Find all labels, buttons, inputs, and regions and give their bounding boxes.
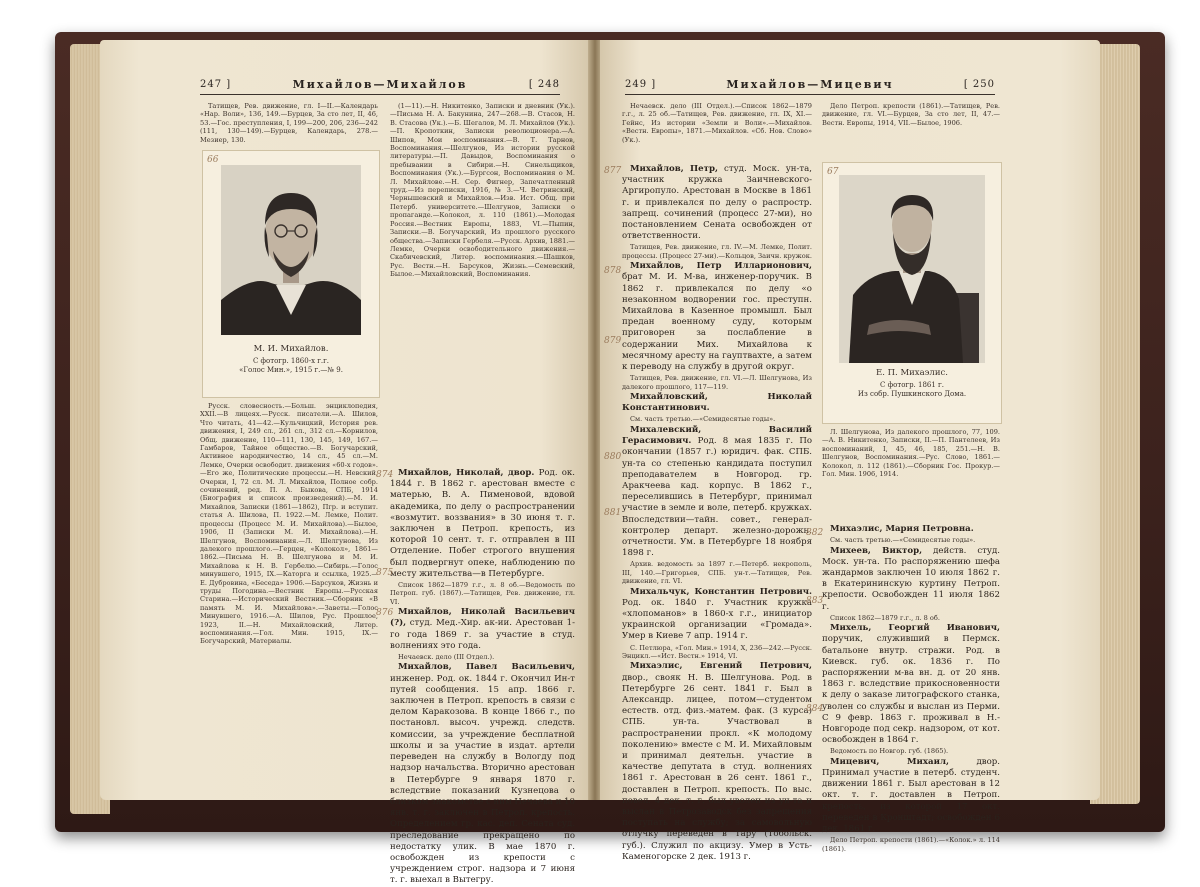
pencil-mark: 66 <box>207 155 219 165</box>
right-page-number: 249 ] <box>625 78 657 90</box>
portrait-photo-mikhailov <box>221 165 361 335</box>
right-col1-top-text: Нечаевск. дело (III Отдел.).—Список 1862—1879 г.г., л. 25 об.—Татищев, Рев. движение, гл. IX, XI.—Гейнс, Из истории «Земли и Воли».—Михайлов. «Вестн. Европы», 1871.—Михайлов. «Сб. Нов. Слово» (Ук.). <box>622 102 812 144</box>
margin-mark: 875 <box>376 568 394 578</box>
portrait-photo-mikhaelis <box>839 175 985 363</box>
entry-mikhailov-pavel: Михайлов, Павел Васильевич, инженер. Род. ок. 1844 г. Окончил Ин-т путей сообщения. 15 апр. 1866 г. заключен в Петроп. крепость в связи с делом Каракозова. В конце 1866 г., по постановл. высоч. учрежд. следств. комиссии, за учреждение бесплатной школы и за участие в издат. артели переведен на службу в Вологду под надзор начальства. Вторично арестован в Петербурге 9 января 1870 г. вследствие показаний Кузнецова о близком знакомстве с ним Нечаева и 10 янв. т. г. заключен в Петроп. крепость. Определением гр. кас. деп. Сената суд. преследование прекращено по недостатку улик. В мае 1870 г. освобожден из крепости с учреждением строг. надзора и 7 июня т. г. выехал в Вытегру. <box>390 662 575 886</box>
entry-mikhaelis-maria: Михаэлис, Мария Петровна. <box>830 524 974 534</box>
left-running-title: Михайлов—Михайлов <box>292 77 468 91</box>
pencil-mark: 67 <box>827 167 839 177</box>
right-col2-bibliography: Л. Шелгунова, Из далекого прошлого, 77, 109.—А. В. Никитенко, Записки, II.—П. Пантелеев, Из воспоминаний, I, 45, 46, 185, 251.—Н. В. Шелгунов, Воспоминания.—Рус. Слово, 1861.—Колокол, л. 112 (1861).—Сборник Гос. Прокур.—Гол. Мин. 1906, 1914. <box>822 428 1000 479</box>
entry-mitsevich: Мицевич, Михаил, двор. Принимал участие в петерб. студенч. движении 1861 г. Был арестован в 12 окт. т. г. доставлен в Петроп. крепость, из которой 17 окт. переведен в Кронштадт; освобожден 6 дек. 1861 г. <box>822 756 1001 835</box>
left-page-number-right: [ 248 <box>528 78 560 90</box>
left-col1-bibliography: Русск. словесность.—Больш. энциклопедия, XXII.—В лицеях.—Русск. писатели.—А. Шилов, Что читать, 41—42.—Кульчицкий, История рев. движения, I, 249 сл., 261 сл., 312 сл.—Корнилов, Общ. движение, 110—111, 130, 145, 149, 167.—Гамбаров, Тайное общество.—В. Богучарский, Активное народничество, 14 сл., 45 сл.—М. Лемке, Очерки освободит. движения «60-х годов».—Его же, Политические процессы.—Н. Невский, Очерки, I, 72 сл. М. Л. Михайлов, Полное собр. сочинений, ред. П. А. Быкова, СПБ, 1914 (Биография и список произведений).—М. И. Михайлов, Записки (1861—1862), Пгр. и вступит. статья А. Шилова, П. 1922.—М. Лемке, Полит. процессы (Процесс М. И. Михайлова).—Былое, 1906, II (Записки М. И. Михайлова).—Н. Шелгунов, Воспоминания.—Л. Шелгунова, Из далекого прошлого.—Герцен, «Колокол», 1861—1862.—Письма Н. В. Шелгунова и М. И. Михайлова к Н. В. Гербелю.—Сибирь.—Голос минувшего, 1915, IX.—Каторга и ссылка, 1925.—Е. Дубровина, «Беседа» 1906.—Барсуков, Жизнь и труды Погодина.—Вестник Европы.—Русская Старина.—Исторический Вестник.—Сборник «В память М. И. Михайлова».—Заветы.—Голос Минувшего, 1916.—А. Шилов, Рус. Прошлое, 1923, II.—Н. Михайловский, Литер. воспоминания.—Гол. Мин. 1915, IX.—Богучарский, Материалы. <box>200 402 378 646</box>
portrait-frame-mikhailov <box>202 150 380 398</box>
entry-mikhalchuk: Михальчук, Константин Петрович. Род. ок. 1840 г. Участник кружка «хлопоманов» в 1860-х г.г., инициатор украинской организации «Громада». Умер в Киеве 7 апр. 1914 г. <box>622 586 812 642</box>
margin-mark: 883 <box>806 596 824 606</box>
entry-mikhailov-nikolai-v: Михайлов, Николай Васильевич (?), студ. Мед.-Хир. ак-ии. Арестован 1-го года 1869 г. за участие в студ. волнениях это года. <box>390 607 575 651</box>
entry-mikhailov-nikolai: Михайлов, Николай, двор. Род. ок. 1844 г. В 1862 г. арестован вместе с матерью, В. А. Пименовой, вдовой академика, по делу о распространении «возмутит. воззвания» в 30 июня т. г. заключен в Петроп. крепость, из которой 10 сент. т. г. отправлен в III Отделение. Побег строгого внушения был подвергнут опеке, наблюдению по месту жительства—в Петербурге. <box>390 468 575 579</box>
right-col2-top-text: Дело Петроп. крепости (1861).—Татищев, Рев. движение, гл. VI.—Бурцев, За сто лет, II, 47.—Вестн. Европы, 1914, VII.—Былое, 1906. <box>822 102 1000 127</box>
entry-mikhalevsky: Михалевский, Василий Герасимович. Род. 8 мая 1835 г. По окончании (1857 г.) юридич. фак. СПБ. ун-та со степенью кандидата поступил преподавателем в Новгород. гр. Аракчеева кад. корпус. В 1862 г., переселившись в Петербург, принимал участие в земле и воле, петерб. кружках. Впоследствии—тайн. совет., генерал-контролер департ. железно-дорожн. отчетности. Ум. в Петербурге 18 ноября 1898 г. <box>622 424 812 559</box>
entry-mikhailov-petr-i: Михайлов, Петр Илларионович, брат М. И. М-ва, инженер-поручик. В 1862 г. привлекался по делу «о незаконном водворении гос. преступн. Михайлова в Казенное промышл. Был предан военному суду, которым приговорен за послабление в содержании Мих. Михайлова к месячному аресту на гауптвахте, а затем к переводу на службу в другой округ. <box>622 261 812 373</box>
portrait-caption-mikhaelis: Е. П. Михаэлис. С фотогр. 1861 г. Из собр. Пушкинского Дома. <box>857 368 967 398</box>
margin-mark: 879 <box>604 336 622 346</box>
portrait-frame-mikhaelis <box>822 162 1002 424</box>
left-col2-entries: Михайлов, Николай, двор. Род. ок. 1844 г. В 1862 г. арестован вместе с матерью, В. А. Пименовой, вдовой академика, по делу о распространении «возмутит. воззвания» в 30 июня т. г. заключен в Петроп. крепость, из которой 10 сент. т. г. отправлен в III Отделение. Побег строгого внушения был подвергнут опеке, наблюдению по месту жительства—в Петербурге. Список 1862—1879 г.г., л. 8 об.—Ведомость по Петроп. губ. (1867).—Татищев, Рев. движение, гл. VI. Михайлов, Николай Васильевич (?), студ. Мед.-Хир. ак-ии. Арестован 1-го года 1869 г. за участие в студ. волнениях это года. Нечаевск. дело (III Отдел.). Михайлов, Павел Васильевич, инженер. Род. ок. 1844 г. Окончил Ин-т путей сообщения. 15 апр. 1866 г. заключен в Петроп. крепость в связи с делом Каракозова. В конце 1866 г., по постановл. высоч. учрежд. следств. комиссии, за учреждение бесплатной школы и за участие в издат. артели переведен на службу в Вологду под надзор начальства. Вторично арестован в Петербурге 9 января 1870 г. вследствие показаний Кузнецова о близком знакомстве с ним Нечаева и 10 янв. т. г. заключен в Петроп. крепость. Определением гр. кас. деп. Сената суд. преследование прекращено по недостатку улик. В мае 1870 г. освобожден из крепости с учреждением строг. надзора и 7 июня т. г. выехал в Вытегру. <box>390 468 575 886</box>
right-col2-entries: Михаэлис, Мария Петровна. См. часть третью.—«Семидесятые годы». Михеев, Виктор, действ. студ. Моск. ун-та. По распоряжению шефа жандармов заключен 10 июля 1862 г. в Екатерининскую куртину Петроп. крепости. Освобожден 11 июля 1862 г. Список 1862—1879 г.г., л. 8 об. Михель, Георгий Иванович, поручик, служивший в Пермск. батальоне внутр. стражи. Род. в Киевск. губ. ок. 1836 г. По распоряжении м-ва вн. д. от 20 янв. 1863 г. вследствие прикосновенности к делу о заказе литографского станка, уволен со службы и выслан из Перми. С 9 февр. 1863 г. проживал в Н.-Новгороде под секр. надзором, от кот. освобожден в 1864 г. Ведомость по Новгор. губ. (1865). Мицевич, Михаил, двор. Принимал участие в петерб. студенч. движении 1861 г. Был арестован в 12 окт. т. г. доставлен в Петроп. крепость, из которой 17 окт. переведен в Кронштадт; освобожден 6 дек. 1861 г. Дело Петроп. крепости (1861).—«Колок.» л. 114 (1861). <box>822 524 1001 853</box>
left-page <box>100 40 590 886</box>
entry-mikheev: Михеев, Виктор, действ. студ. Моск. ун-та. По распоряжению шефа жандармов заключен 10 июля 1862 г. в Екатерининскую куртину Петроп. крепости. Освобожден 11 июля 1862 г. <box>822 545 1000 612</box>
margin-mark: 878 <box>604 266 622 276</box>
margin-mark: 877 <box>604 166 622 176</box>
entry-mikhaelis-evgeny: Михаэлис, Евгений Петрович, двор., свояк Н. В. Шелгунова. Род. в Петербурге 26 сент. 1841 г. Был в Александр. лицее, потом—студентом естеств. отд. физ.-матем. фак. (3 курса) СПБ. ун-та. Участвовал в распространении прокл. «К молодому поколению» вместе с М. И. Михайловым и принимал деятельн. участие в качестве депутата в студ. волнениях 1861 г. Арестован в 26 сент. 1861 г., доставлен в Петроп. крепость. По выс. повел. 4 дек. т. г. был уволен из ун-та и выслан в Петрозаводск без запрещения поступать на службу; за самовольную отлучку переведен в Тару (Тобольск. губ.). Служил по акцизу. Умер в Усть-Каменогорске 2 дек. 1913 г. <box>622 661 812 862</box>
margin-mark: 880 <box>604 452 622 462</box>
right-page-header <box>625 74 995 95</box>
margin-mark: 874 <box>376 470 394 480</box>
right-running-title: Михайлов—Мицевич <box>726 77 894 91</box>
margin-mark: 876 <box>376 608 394 618</box>
entry-mikhailovsky: Михайловский, Николай Константинович. <box>622 392 812 414</box>
margin-mark: 884 <box>806 704 824 714</box>
left-col2-bibliography: (1—11).—Н. Никитенко, Записки и дневник (Ук.).—Письма Н. А. Бакунина, 247—268.—В. Стасов, Н. В. Стасова (Ук.).—Б. Шегалов, М. Л. Михайлов (Ук.).—П. Кропоткин, Записки революционера.—А. Шипов, Мои воспоминания.—В. Т. Тарнов, Воспоминания.—Шелгунов, Из истории русской литературы.—П. Давыдов, Воспоминания о пребывании в Сибири.—Н. Синельщиков, Воспоминания (Ук.).—Бургсон, Воспоминания о М. Л. Михайлове.—Н. Сер. Фигнер, Запечатленный труд.—Из переписки, 1916, № 3.—Ч. Ветринский, Чернышевский и Михайлов.—Изв. Ист. Общ. при Петерб. университете.—Шелгунов, Записки о пропаганде.—Колокол, л. 110 (1861).—Молодая Россия.—Вестник Европы, 1883, VI.—Пыпин, Записки.—В. Богучарский, Из прошлого русского общества.—Записки Гербеля.—Русск. Архив, 1881.—Лемке, Очерки освободительного движения.—Скабичевский, Литер. воспоминания.—Шашков, Рус. Вестн.—Н. Барсуков, Жизнь.—Семевский, Былое.—Михайловский, Воспоминания. <box>390 102 575 279</box>
portrait-caption-mikhailov: М. И. Михайлов. С фотогр. 1860-х г.г. «Голос Мин.», 1915 г.—№ 9. <box>239 344 343 374</box>
right-page <box>600 40 1100 862</box>
entry-mikhailov-petr: Михайлов, Петр, студ. Моск. ун-та, участник кружка Заичневского-Аргиропуло. Арестован в Москве в 1861 г. и привлекался по делу о распростр. запрещ. сочинений (процесс 27-ми), но постановлением Сената освобожден от ответственности. <box>622 164 813 242</box>
margin-mark: 881 <box>604 508 622 518</box>
left-page-header <box>200 74 560 95</box>
right-col1-entries: Михайлов, Петр, студ. Моск. ун-та, участник кружка Заичневского-Аргиропуло. Арестован в Москве в 1861 г. и привлекался по делу о распростр. запрещ. сочинений (процесс 27-ми), но постановлением Сената освобожден от ответственности. Татищев, Рев. движение, гл. IV.—М. Лемке, Полит. процессы. (Процесс 27-ми).—Кольцов, Заичн. кружок. Михайлов, Петр Илларионович, брат М. И. М-ва, инженер-поручик. В 1862 г. привлекался по делу «о незаконном водворении гос. преступн. Михайлова в Казенное промышл. Был предан военному суду, которым приговорен за послабление в содержании Мих. Михайлова к месячному аресту на гауптвахте, а затем к переводу на службу в другой округ. Татищев, Рев. движение, гл. VI.—Л. Шелгунова, Из далекого прошлого, 117—119. Михайловский, Николай Константинович. См. часть третью.—«Семидесятые годы». Михалевский, Василий Герасимович. Род. 8 мая 1835 г. По окончании (1857 г.) юридич. фак. СПБ. ун-та со степенью кандидата поступил преподавателем в Новгород. гр. Аракчеева кад. корпус. В 1862 г., переселившись в Петербург, принимал участие в земле и воле, петерб. кружках. Впоследствии—тайн. совет., генерал-контролер департ. железно-дорожн. отчетности. Ум. в Петербурге 18 ноября 1898 г. Архив. ведомость за 1897 г.—Петерб. некрополь, III, 140.—Григорьев, СПБ. ун-т.—Татищев, Рев. движение, гл. VI. Михальчук, Константин Петрович. Род. ок. 1840 г. Участник кружка «хлопоманов» в 1860-х г.г., инициатор украинской организации «Громада». Умер в Киеве 7 апр. 1914 г. С. Петлюра, «Гол. Мин.» 1914, X, 236—242.—Русск. Энцикл.—«Ист. Вестн.» 1914, VI. Михаэлис, Евгений Петрович, двор., свояк Н. В. Шелгунова. Род. в Петербурге 26 сент. 1841 г. Был в Александр. лицее, потом—студентом естеств. отд. физ.-матем. фак. (3 курса) СПБ. ун-та. Участвовал в распространении прокл. «К молодому поколению» вместе с М. И. Михайловым и принимал деятельн. участие в качестве депутата в студ. волнениях 1861 г. Арестован в 26 сент. 1861 г., доставлен в Петроп. крепость. По выс. повел. 4 дек. т. г. был уволен из ун-та и выслан в Петрозаводск без запрещения поступать на службу; за самовольную отлучку переведен в Тару (Тобольск. губ.). Служил по акцизу. Умер в Усть-Каменогорске 2 дек. 1913 г. <box>622 164 813 862</box>
left-col1-top-text: Татищев, Рев. движение, гл. I—II.—Календарь «Нар. Воли», 136, 149.—Бурцев, За сто лет, II, 46, 53.—Гос. преступления, I, 199—200, 206, 236—242 (111, 130—149).—Бурцев, Календарь, 278.—Мезиер, 130. <box>200 102 378 144</box>
margin-mark: 882 <box>806 528 824 538</box>
left-page-number: 247 ] <box>200 78 232 90</box>
right-page-number-right: [ 250 <box>963 78 995 90</box>
entry-mikhel: Михель, Георгий Иванович, поручик, служивший в Пермск. батальоне внутр. стражи. Род. в Киевск. губ. ок. 1836 г. По распоряжении м-ва вн. д. от 20 янв. 1863 г. вследствие прикосновенности к делу о заказе литографского станка, уволен со службы и выслан из Перми. С 9 февр. 1863 г. проживал в Н.-Новгороде под секр. надзором, от кот. освобожден в 1864 г. <box>822 623 1000 746</box>
